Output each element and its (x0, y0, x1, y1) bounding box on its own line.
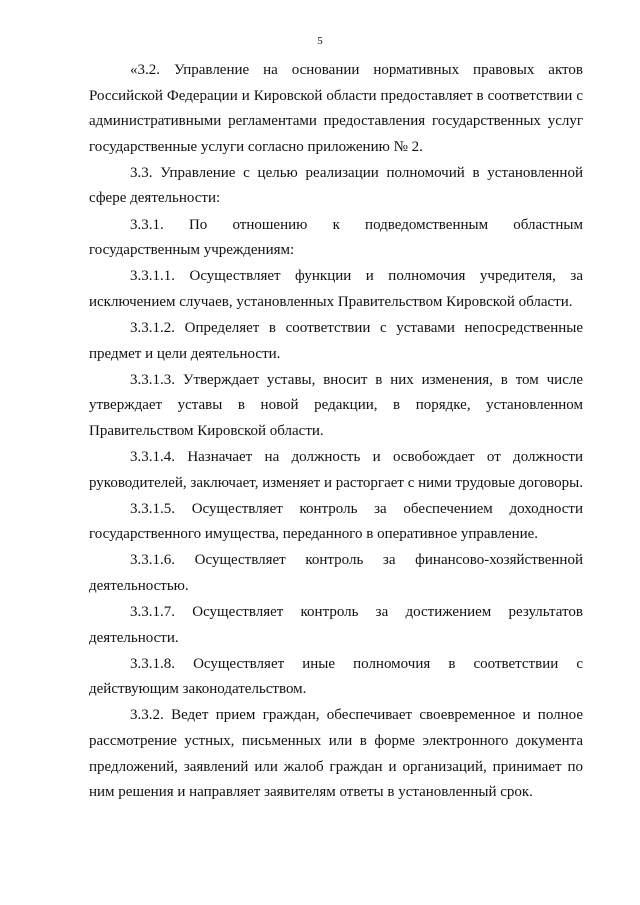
paragraph-3-3-1-4: 3.3.1.4. Назначает на должность и освобождает от должности руководителей, заключает, изменяет и расторгает с ними трудовые договоры. (89, 448, 583, 491)
document-body (89, 58, 583, 806)
paragraph-3-3-1-8: 3.3.1.8. Осуществляет иные полномочия в соответствии с действующим законодательством. (89, 655, 583, 698)
paragraph-3-3-2: 3.3.2. Ведет прием граждан, обеспечивает своевременное и полное рассмотрение устных, письменных или в форме электронного документа предложений, заявлений или жалоб граждан и организаций, принимает по ним решения и направляет заявителям ответы в установленный срок. (89, 707, 583, 801)
paragraph-3-3-1-5: 3.3.1.5. Осуществляет контроль за обеспечением доходности государственного имущества, переданного в оперативное управление. (89, 500, 583, 543)
paragraph-3-2: «3.2. Управление на основании нормативных правовых актов Российской Федерации и Кировской области предоставляет в соответствии с административными регламентами предоставления государственных услуг государственные услуги согласно приложению № 2. (89, 62, 583, 155)
paragraph-3-3-1-6: 3.3.1.6. Осуществляет контроль за финансово-хозяйственной деятельностью. (89, 552, 583, 594)
paragraph-3-3-1: 3.3.1. По отношению к подведомственным областным государственным учреждениям: (89, 216, 583, 259)
page-number: 5 (317, 35, 323, 47)
paragraph-3-3-1-3: 3.3.1.3. Утверждает уставы, вносит в них изменения, в том числе утверждает уставы в новой редакции, в порядке, установленном Правительством Кировской области. (89, 371, 583, 439)
paragraph-3-3-1-1: 3.3.1.1. Осуществляет функции и полномочия учредителя, за исключением случаев, установленных Правительством Кировской области. (89, 268, 583, 310)
paragraph-3-3: 3.3. Управление с целью реализации полномочий в установленной сфере деятельности: (89, 164, 583, 207)
paragraph-3-3-1-7: 3.3.1.7. Осуществляет контроль за достижением результатов деятельности. (89, 603, 583, 646)
paragraph-3-3-1-2: 3.3.1.2. Определяет в соответствии с уставами непосредственные предмет и цели деятельности. (89, 319, 583, 362)
